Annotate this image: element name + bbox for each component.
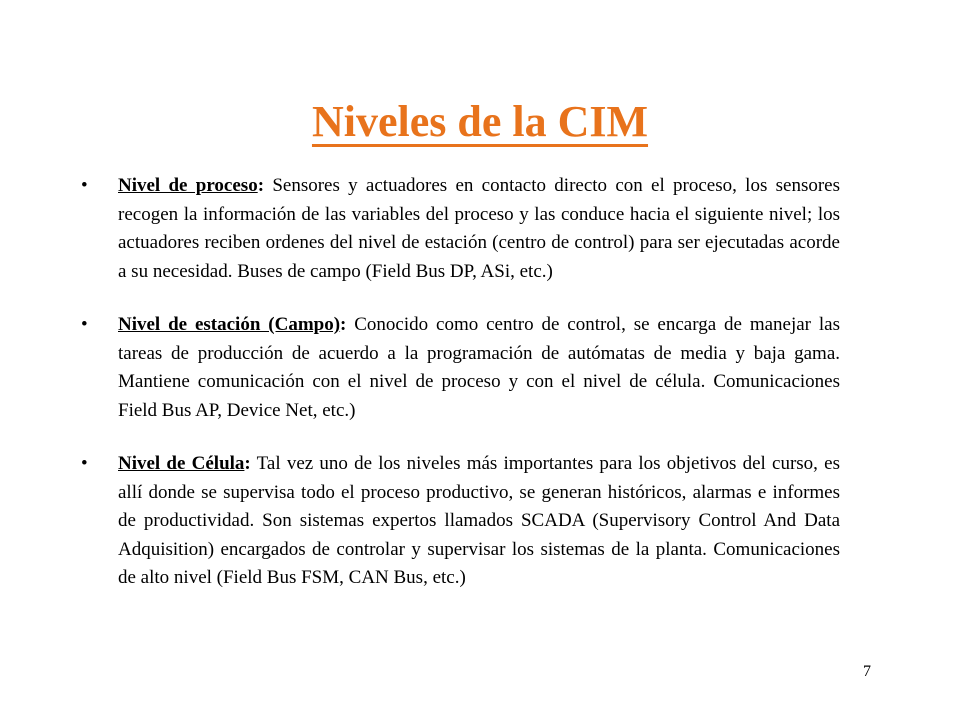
bullet-text: Tal vez uno de los niveles más importantes para los objetivos del curso, es allí donde se supervisa todo el proceso productivo, se generan históricos, alarmas e informes de productividad. Son sistemas expertos llamados SCADA (Supervisory Control And Data Adquisition) encargados de controlar y supervisar los sistemas de la planta. Comunicaciones de alto nivel (Field Bus FSM, CAN Bus, etc.): [118, 453, 840, 588]
bullet-item-nivel-de-proceso: [81, 172, 840, 286]
bullet-term-colon: :: [257, 175, 265, 196]
page-number: 7: [863, 663, 871, 680]
bullet-term: Nivel de proceso: [118, 175, 258, 196]
bullet-item-nivel-de-estacion: [81, 311, 840, 425]
bullet-term: Nivel de Célula: [118, 453, 245, 474]
slide-title: [0, 92, 960, 152]
bullet-dot-icon: •: [81, 314, 88, 335]
bullet-text: Conocido como centro de control, se encarga de manejar las tareas de producción de acuerdo a la programación de autómatas de media y baja gama. Mantiene comunicación con el nivel de proceso y con el nivel de célula. Comunicaciones Field Bus AP, Device Net, etc.): [118, 314, 840, 421]
bullet-item-nivel-de-celula: [81, 450, 840, 593]
bullet-list: [81, 172, 840, 593]
bullet-dot-icon: •: [81, 453, 88, 474]
bullet-term-colon: :: [340, 314, 347, 335]
slide-title-text: Niveles de la CIM: [311, 97, 649, 146]
bullet-text: Sensores y actuadores en contacto directo con el proceso, los sensores recogen la información de las variables del proceso y las conduce hacia el siguiente nivel; los actuadores reciben ordenes del nivel de estación (centro de control) para ser ejecutadas acorde a su necesidad. Buses de campo (Field Bus DP, ASi, etc.): [118, 175, 840, 282]
bullet-term: Nivel de estación (Campo): [118, 314, 341, 335]
bullet-dot-icon: •: [81, 175, 88, 196]
bullet-term-colon: :: [244, 453, 251, 474]
